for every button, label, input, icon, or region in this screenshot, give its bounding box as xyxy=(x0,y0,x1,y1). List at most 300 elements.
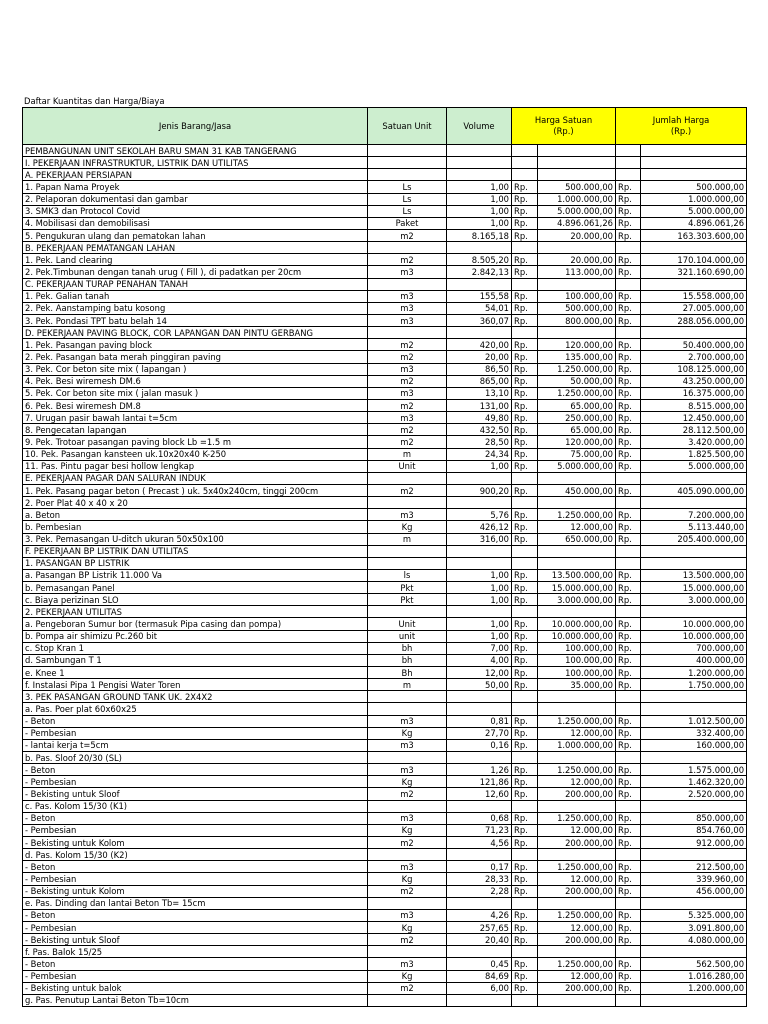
volume-cell: 28,50 xyxy=(447,436,512,448)
unit-price-currency-cell: Rp. xyxy=(512,266,538,278)
unit-price-cell: 200.000,00 xyxy=(538,788,616,800)
item-name-cell: 2. Pek.Timbunan dengan tanah urug ( Fill ), di padatkan per 20cm xyxy=(23,266,368,278)
volume-cell: 1,00 xyxy=(447,630,512,642)
total-currency-cell: Rp. xyxy=(616,873,641,885)
unit-price-cell: 20.000,00 xyxy=(538,229,616,241)
volume-cell: 4,00 xyxy=(447,654,512,666)
total-currency-cell: Rp. xyxy=(616,727,641,739)
total-currency-cell: Rp. xyxy=(616,667,641,679)
volume-cell: 12,00 xyxy=(447,667,512,679)
unit-cell: m2 xyxy=(368,351,447,363)
item-name-cell: b. Pemasangan Panel xyxy=(23,582,368,594)
table-row xyxy=(23,387,747,399)
total-price-cell: 1.750.000,00 xyxy=(641,679,747,691)
item-name-cell: f. Instalasi Pipa 1 Pengisi Water Toren xyxy=(23,679,368,691)
volume-cell: 6,00 xyxy=(447,982,512,994)
unit-price-currency-cell: Rp. xyxy=(512,205,538,217)
total-currency-cell xyxy=(616,327,641,339)
unit-price-cell: 12.000,00 xyxy=(538,776,616,788)
unit-price-currency-cell: Rp. xyxy=(512,217,538,229)
volume-cell: 2.842,13 xyxy=(447,266,512,278)
unit-price-currency-cell: Rp. xyxy=(512,339,538,351)
item-name-cell: - Pembesian xyxy=(23,873,368,885)
unit-price-cell: 1.250.000,00 xyxy=(538,387,616,399)
item-name-cell: 2. Pelaporan dokumentasi dan gambar xyxy=(23,193,368,205)
unit-price-cell: 1.000.000,00 xyxy=(538,739,616,751)
unit-price-currency-cell: Rp. xyxy=(512,642,538,654)
unit-price-cell xyxy=(538,691,616,703)
item-name-cell: 1. Pek. Land clearing xyxy=(23,254,368,266)
volume-cell xyxy=(447,169,512,181)
total-currency-cell: Rp. xyxy=(616,339,641,351)
item-name-cell: 6. Pek. Besi wiremesh DM.8 xyxy=(23,399,368,411)
item-name-cell: 1. Papan Nama Proyek xyxy=(23,181,368,193)
unit-price-currency-cell: Rp. xyxy=(512,776,538,788)
total-currency-cell: Rp. xyxy=(616,229,641,241)
volume-cell: 155,58 xyxy=(447,290,512,302)
unit-price-currency-cell: Rp. xyxy=(512,569,538,581)
total-currency-cell xyxy=(616,606,641,618)
header-unit-price xyxy=(512,108,616,145)
unit-price-currency-cell: Rp. xyxy=(512,618,538,630)
unit-price-currency-cell: Rp. xyxy=(512,885,538,897)
item-name-cell: C. PEKERJAAN TURAP PENAHAN TANAH xyxy=(23,278,368,290)
total-currency-cell: Rp. xyxy=(616,934,641,946)
unit-price-cell: 15.000.000,00 xyxy=(538,582,616,594)
total-currency-cell xyxy=(616,169,641,181)
item-name-cell: 1. Pek. Galian tanah xyxy=(23,290,368,302)
volume-cell xyxy=(447,242,512,254)
table-row xyxy=(23,582,747,594)
total-price-cell: 500.000,00 xyxy=(641,181,747,193)
unit-price-cell: 10.000.000,00 xyxy=(538,630,616,642)
unit-cell: Paket xyxy=(368,217,447,229)
unit-cell xyxy=(368,994,447,1006)
volume-cell: 24,34 xyxy=(447,448,512,460)
table-header-row xyxy=(23,108,747,145)
table-row xyxy=(23,970,747,982)
total-price-cell xyxy=(641,703,747,715)
table-row xyxy=(23,412,747,424)
unit-price-cell: 250.000,00 xyxy=(538,412,616,424)
total-price-cell: 1.000.000,00 xyxy=(641,193,747,205)
table-row xyxy=(23,594,747,606)
unit-price-currency-cell: Rp. xyxy=(512,436,538,448)
unit-price-currency-cell: Rp. xyxy=(512,181,538,193)
unit-cell xyxy=(368,800,447,812)
unit-cell: m3 xyxy=(368,302,447,314)
volume-cell: 1,00 xyxy=(447,181,512,193)
item-name-cell: 5. Pengukuran ulang dan pematokan lahan xyxy=(23,229,368,241)
unit-cell: m3 xyxy=(368,509,447,521)
unit-price-cell: 1.000.000,00 xyxy=(538,193,616,205)
volume-cell: 1,00 xyxy=(447,594,512,606)
unit-price-cell: 65.000,00 xyxy=(538,399,616,411)
unit-cell: m2 xyxy=(368,229,447,241)
unit-price-cell: 50.000,00 xyxy=(538,375,616,387)
total-currency-cell xyxy=(616,278,641,290)
unit-cell: Kg xyxy=(368,824,447,836)
unit-price-cell: 12.000,00 xyxy=(538,521,616,533)
total-currency-cell: Rp. xyxy=(616,958,641,970)
volume-cell: 7,00 xyxy=(447,642,512,654)
table-row xyxy=(23,667,747,679)
table-row xyxy=(23,375,747,387)
table-row xyxy=(23,424,747,436)
item-name-cell: 4. Mobilisasi dan demobilisasi xyxy=(23,217,368,229)
total-currency-cell: Rp. xyxy=(616,533,641,545)
header-total-price-currency: (Rp.) xyxy=(670,126,692,136)
section-header-row xyxy=(23,994,747,1006)
total-price-cell: 3.000.000,00 xyxy=(641,594,747,606)
table-row xyxy=(23,788,747,800)
volume-cell xyxy=(447,606,512,618)
volume-cell: 1,00 xyxy=(447,217,512,229)
table-row xyxy=(23,205,747,217)
unit-price-cell xyxy=(538,752,616,764)
unit-price-cell: 1.250.000,00 xyxy=(538,958,616,970)
section-header-row xyxy=(23,545,747,557)
item-name-cell: d. Sambungan T 1 xyxy=(23,654,368,666)
item-name-cell: B. PEKERJAAN PEMATANGAN LAHAN xyxy=(23,242,368,254)
unit-price-currency-cell: Rp. xyxy=(512,837,538,849)
total-currency-cell: Rp. xyxy=(616,812,641,824)
unit-price-currency-cell: Rp. xyxy=(512,375,538,387)
total-price-cell: 700.000,00 xyxy=(641,642,747,654)
total-price-cell xyxy=(641,497,747,509)
unit-price-currency-cell: Rp. xyxy=(512,594,538,606)
item-name-cell: - Beton xyxy=(23,715,368,727)
unit-price-cell xyxy=(538,946,616,958)
table-row xyxy=(23,812,747,824)
unit-cell xyxy=(368,145,447,157)
total-currency-cell: Rp. xyxy=(616,630,641,642)
total-currency-cell: Rp. xyxy=(616,982,641,994)
item-name-cell: 2. Pek. Aanstamping batu kosong xyxy=(23,302,368,314)
unit-cell: Kg xyxy=(368,521,447,533)
item-name-cell: - Beton xyxy=(23,812,368,824)
unit-price-cell: 800.000,00 xyxy=(538,314,616,326)
unit-cell: m xyxy=(368,448,447,460)
unit-price-cell: 20.000,00 xyxy=(538,254,616,266)
unit-cell: Kg xyxy=(368,873,447,885)
table-row xyxy=(23,217,747,229)
unit-cell: m2 xyxy=(368,399,447,411)
item-name-cell: 3. SMK3 dan Protocol Covid xyxy=(23,205,368,217)
volume-cell: 28,33 xyxy=(447,873,512,885)
table-row xyxy=(23,654,747,666)
unit-price-currency-cell: Rp. xyxy=(512,582,538,594)
unit-price-cell xyxy=(538,897,616,909)
unit-price-cell: 12.000,00 xyxy=(538,727,616,739)
total-price-cell: 163.303.600,00 xyxy=(641,229,747,241)
total-price-cell xyxy=(641,994,747,1006)
unit-price-cell xyxy=(538,278,616,290)
total-currency-cell: Rp. xyxy=(616,217,641,229)
volume-cell: 86,50 xyxy=(447,363,512,375)
unit-price-currency-cell: Rp. xyxy=(512,958,538,970)
item-name-cell: - Bekisting untuk balok xyxy=(23,982,368,994)
document-title: Daftar Kuantitas dan Harga/Biaya xyxy=(24,96,165,106)
item-name-cell: 5. Pek. Cor beton site mix ( jalan masuk ) xyxy=(23,387,368,399)
total-price-cell: 15.000.000,00 xyxy=(641,582,747,594)
total-price-cell: 332.400,00 xyxy=(641,727,747,739)
unit-cell: m2 xyxy=(368,254,447,266)
unit-price-cell: 1.250.000,00 xyxy=(538,764,616,776)
item-name-cell: c. Stop Kran 1 xyxy=(23,642,368,654)
unit-cell: m2 xyxy=(368,375,447,387)
total-currency-cell: Rp. xyxy=(616,254,641,266)
volume-cell: 432,50 xyxy=(447,424,512,436)
total-price-cell xyxy=(641,946,747,958)
unit-cell: m2 xyxy=(368,436,447,448)
header-total-price-label: Jumlah Harga xyxy=(652,115,710,125)
total-currency-cell: Rp. xyxy=(616,764,641,776)
item-name-cell: b. Pompa air shimizu Pc.260 bit xyxy=(23,630,368,642)
unit-cell: Pkt xyxy=(368,594,447,606)
total-price-cell: 13.500.000,00 xyxy=(641,569,747,581)
total-price-cell: 400.000,00 xyxy=(641,654,747,666)
unit-price-currency-cell: Rp. xyxy=(512,424,538,436)
unit-cell: m xyxy=(368,679,447,691)
unit-cell: m3 xyxy=(368,812,447,824)
unit-price-cell: 1.250.000,00 xyxy=(538,509,616,521)
unit-cell: m3 xyxy=(368,290,447,302)
item-name-cell: 11. Pas. Pintu pagar besi hollow lengkap xyxy=(23,460,368,472)
total-currency-cell: Rp. xyxy=(616,509,641,521)
unit-cell: Unit xyxy=(368,618,447,630)
volume-cell: 1,00 xyxy=(447,569,512,581)
total-price-cell xyxy=(641,752,747,764)
total-price-cell: 3.420.000,00 xyxy=(641,436,747,448)
item-name-cell: 4. Pek. Besi wiremesh DM.6 xyxy=(23,375,368,387)
unit-price-currency-cell xyxy=(512,242,538,254)
unit-cell: m3 xyxy=(368,363,447,375)
unit-price-currency-cell: Rp. xyxy=(512,654,538,666)
unit-price-currency-cell xyxy=(512,897,538,909)
unit-cell xyxy=(368,691,447,703)
unit-price-cell xyxy=(538,606,616,618)
section-header-row xyxy=(23,242,747,254)
volume-cell: 54,01 xyxy=(447,302,512,314)
total-currency-cell: Rp. xyxy=(616,424,641,436)
item-name-cell: PEMBANGUNAN UNIT SEKOLAH BARU SMAN 31 KAB TANGERANG xyxy=(23,145,368,157)
unit-price-cell: 12.000,00 xyxy=(538,922,616,934)
volume-cell xyxy=(447,849,512,861)
volume-cell: 131,00 xyxy=(447,399,512,411)
unit-price-cell: 4.896.061,26 xyxy=(538,217,616,229)
volume-cell: 900,20 xyxy=(447,484,512,496)
unit-price-cell xyxy=(538,472,616,484)
unit-price-currency-cell: Rp. xyxy=(512,533,538,545)
unit-price-cell xyxy=(538,169,616,181)
unit-price-currency-cell xyxy=(512,691,538,703)
total-currency-cell: Rp. xyxy=(616,582,641,594)
total-currency-cell: Rp. xyxy=(616,290,641,302)
item-name-cell: 7. Urugan pasir bawah lantai t=5cm xyxy=(23,412,368,424)
total-price-cell: 12.450.000,00 xyxy=(641,412,747,424)
table-row xyxy=(23,958,747,970)
total-currency-cell: Rp. xyxy=(616,375,641,387)
section-header-row xyxy=(23,800,747,812)
volume-cell: 4,56 xyxy=(447,837,512,849)
item-name-cell: f. Pas. Balok 15/25 xyxy=(23,946,368,958)
total-currency-cell xyxy=(616,545,641,557)
item-name-cell: 1. Pek. Pasang pagar beton ( Precast ) uk. 5x40x240cm, tinggi 200cm xyxy=(23,484,368,496)
unit-cell xyxy=(368,327,447,339)
table-row xyxy=(23,436,747,448)
unit-price-cell: 13.500.000,00 xyxy=(538,569,616,581)
unit-cell: m3 xyxy=(368,314,447,326)
total-currency-cell: Rp. xyxy=(616,484,641,496)
volume-cell: 0,45 xyxy=(447,958,512,970)
unit-price-currency-cell xyxy=(512,994,538,1006)
item-name-cell: g. Pas. Penutup Lantai Beton Tb=10cm xyxy=(23,994,368,1006)
table-row xyxy=(23,569,747,581)
unit-cell: Kg xyxy=(368,727,447,739)
total-price-cell xyxy=(641,606,747,618)
unit-price-currency-cell: Rp. xyxy=(512,521,538,533)
header-unit-price-label: Harga Satuan xyxy=(534,115,593,125)
total-currency-cell: Rp. xyxy=(616,679,641,691)
volume-cell xyxy=(447,752,512,764)
total-currency-cell: Rp. xyxy=(616,788,641,800)
unit-cell: m2 xyxy=(368,339,447,351)
unit-price-cell: 12.000,00 xyxy=(538,824,616,836)
unit-cell: Kg xyxy=(368,922,447,934)
unit-price-cell: 650.000,00 xyxy=(538,533,616,545)
item-name-cell: e. Pas. Dinding dan lantai Beton Tb= 15cm xyxy=(23,897,368,909)
unit-price-cell: 100.000,00 xyxy=(538,642,616,654)
unit-price-cell: 500.000,00 xyxy=(538,302,616,314)
total-price-cell: 10.000.000,00 xyxy=(641,618,747,630)
total-currency-cell: Rp. xyxy=(616,776,641,788)
unit-cell xyxy=(368,169,447,181)
unit-price-currency-cell xyxy=(512,145,538,157)
item-name-cell: 3. PEK PASANGAN GROUND TANK UK. 2X4X2 xyxy=(23,691,368,703)
item-name-cell: - Beton xyxy=(23,861,368,873)
section-header-row xyxy=(23,557,747,569)
table-row xyxy=(23,618,747,630)
volume-cell: 865,00 xyxy=(447,375,512,387)
unit-cell xyxy=(368,557,447,569)
table-row xyxy=(23,679,747,691)
item-name-cell: 9. Pek. Trotoar pasangan paving block Lb =1.5 m xyxy=(23,436,368,448)
unit-price-cell xyxy=(538,800,616,812)
unit-price-currency-cell: Rp. xyxy=(512,509,538,521)
volume-cell xyxy=(447,691,512,703)
total-currency-cell: Rp. xyxy=(616,387,641,399)
item-name-cell: A. PEKERJAAN PERSIAPAN xyxy=(23,169,368,181)
table-row xyxy=(23,909,747,921)
unit-price-currency-cell: Rp. xyxy=(512,982,538,994)
unit-price-currency-cell: Rp. xyxy=(512,412,538,424)
total-price-cell: 912.000,00 xyxy=(641,837,747,849)
unit-price-cell xyxy=(538,327,616,339)
volume-cell: 13,10 xyxy=(447,387,512,399)
item-name-cell: - lantai kerja t=5cm xyxy=(23,739,368,751)
section-header-row xyxy=(23,145,747,157)
unit-price-currency-cell: Rp. xyxy=(512,715,538,727)
table-row xyxy=(23,302,747,314)
total-price-cell: 854.760,00 xyxy=(641,824,747,836)
total-price-cell xyxy=(641,897,747,909)
total-currency-cell: Rp. xyxy=(616,412,641,424)
unit-price-currency-cell xyxy=(512,157,538,169)
unit-price-currency-cell xyxy=(512,557,538,569)
unit-price-cell: 200.000,00 xyxy=(538,934,616,946)
total-currency-cell xyxy=(616,703,641,715)
table-row xyxy=(23,934,747,946)
unit-price-currency-cell: Rp. xyxy=(512,824,538,836)
unit-price-cell: 120.000,00 xyxy=(538,436,616,448)
total-currency-cell: Rp. xyxy=(616,594,641,606)
unit-price-currency-cell: Rp. xyxy=(512,861,538,873)
item-name-cell: - Bekisting untuk Kolom xyxy=(23,885,368,897)
section-header-row xyxy=(23,897,747,909)
volume-cell: 71,23 xyxy=(447,824,512,836)
volume-cell: 8.165,18 xyxy=(447,229,512,241)
unit-price-cell: 113.000,00 xyxy=(538,266,616,278)
volume-cell: 50,00 xyxy=(447,679,512,691)
volume-cell: 0,68 xyxy=(447,812,512,824)
unit-price-currency-cell xyxy=(512,169,538,181)
volume-cell: 426,12 xyxy=(447,521,512,533)
item-name-cell: 3. Pek. Pondasi TPT batu belah 14 xyxy=(23,314,368,326)
unit-price-cell xyxy=(538,994,616,1006)
volume-cell xyxy=(447,145,512,157)
total-price-cell: 50.400.000,00 xyxy=(641,339,747,351)
total-currency-cell: Rp. xyxy=(616,922,641,934)
volume-cell: 20,00 xyxy=(447,351,512,363)
volume-cell: 1,00 xyxy=(447,460,512,472)
total-currency-cell: Rp. xyxy=(616,521,641,533)
total-price-cell: 1.200.000,00 xyxy=(641,667,747,679)
total-price-cell xyxy=(641,691,747,703)
unit-cell: bh xyxy=(368,642,447,654)
total-currency-cell: Rp. xyxy=(616,569,641,581)
header-unit-price-currency: (Rp.) xyxy=(553,126,574,136)
volume-cell: 0,16 xyxy=(447,739,512,751)
unit-price-cell xyxy=(538,557,616,569)
table-row xyxy=(23,861,747,873)
section-header-row xyxy=(23,703,747,715)
table-row xyxy=(23,363,747,375)
unit-price-currency-cell xyxy=(512,327,538,339)
item-name-cell: - Beton xyxy=(23,764,368,776)
section-header-row xyxy=(23,752,747,764)
section-header-row xyxy=(23,849,747,861)
item-name-cell: 10. Pek. Pasangan kansteen uk.10x20x40 K-250 xyxy=(23,448,368,460)
total-price-cell xyxy=(641,557,747,569)
item-name-cell: - Pembesian xyxy=(23,922,368,934)
unit-cell: m2 xyxy=(368,424,447,436)
volume-cell xyxy=(447,557,512,569)
volume-cell: 1,00 xyxy=(447,618,512,630)
unit-price-cell: 135.000,00 xyxy=(538,351,616,363)
unit-price-currency-cell: Rp. xyxy=(512,679,538,691)
unit-price-currency-cell xyxy=(512,278,538,290)
total-currency-cell: Rp. xyxy=(616,266,641,278)
item-name-cell: a. Pas. Poer plat 60x60x25 xyxy=(23,703,368,715)
volume-cell xyxy=(447,897,512,909)
total-currency-cell xyxy=(616,157,641,169)
unit-cell: m3 xyxy=(368,909,447,921)
item-name-cell: 3. Pek. Cor beton site mix ( lapangan ) xyxy=(23,363,368,375)
unit-price-currency-cell: Rp. xyxy=(512,909,538,921)
volume-cell xyxy=(447,994,512,1006)
unit-price-cell: 75.000,00 xyxy=(538,448,616,460)
